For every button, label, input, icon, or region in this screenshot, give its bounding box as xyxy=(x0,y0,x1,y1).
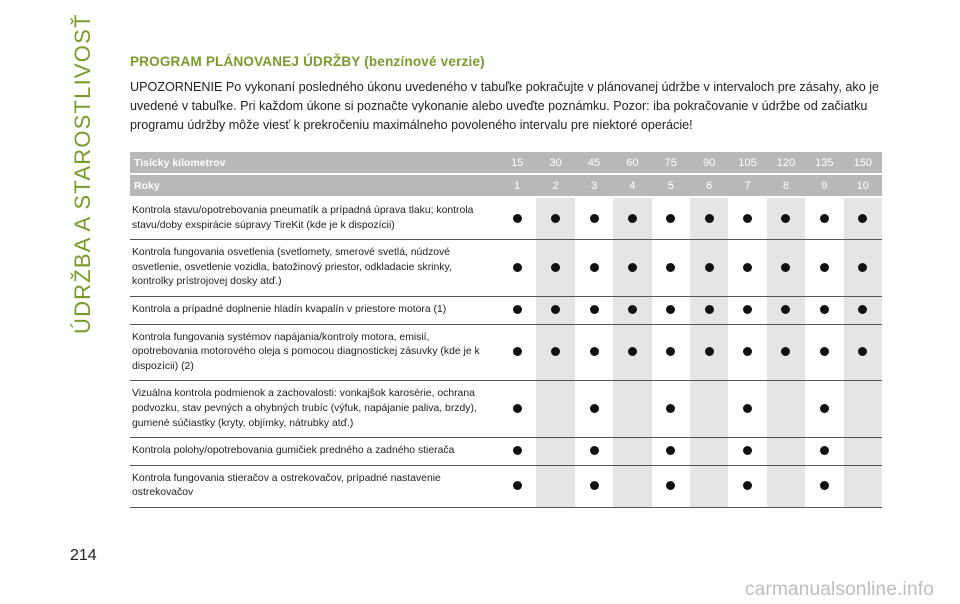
interval-cell xyxy=(613,296,651,324)
scheduled-dot-icon xyxy=(666,263,675,272)
km-header-value: 30 xyxy=(536,152,574,174)
scheduled-dot-icon xyxy=(666,404,675,413)
scheduled-dot-icon xyxy=(781,263,790,272)
scheduled-dot-icon xyxy=(590,481,599,490)
scheduled-dot-icon xyxy=(743,446,752,455)
scheduled-dot-icon xyxy=(820,404,829,413)
scheduled-dot-icon xyxy=(513,404,522,413)
scheduled-dot-icon xyxy=(590,305,599,314)
scheduled-dot-icon xyxy=(743,263,752,272)
interval-cell xyxy=(613,438,651,466)
interval-cell xyxy=(844,465,882,507)
watermark: carmanualsonline.info xyxy=(744,579,934,600)
interval-cell xyxy=(728,240,766,297)
years-header-value: 7 xyxy=(728,174,766,197)
scheduled-dot-icon xyxy=(513,263,522,272)
interval-cell xyxy=(613,197,651,240)
interval-cell xyxy=(652,465,690,507)
interval-cell xyxy=(575,296,613,324)
interval-cell xyxy=(767,197,805,240)
interval-cell xyxy=(844,197,882,240)
interval-cell xyxy=(690,296,728,324)
interval-cell xyxy=(767,438,805,466)
interval-cell xyxy=(728,465,766,507)
km-header-label: Tisícky kilometrov xyxy=(130,152,498,174)
scheduled-dot-icon xyxy=(705,214,714,223)
interval-cell xyxy=(613,381,651,438)
scheduled-dot-icon xyxy=(628,263,637,272)
warning-note: UPOZORNENIE Po vykonaní posledného úkonu uvedeného v tabuľke pokračujte v plánovanej údržbe v intervaloch pre zásahy, ako je uvedené v tabuľke. Pri každom úkone si poznačte vykonanie alebo uveďte poznámku. Pozor: iba pokračovanie v údržbe od začiatku programu údržby môže viesť k prekročeniu maximálneho povoleného intervalu pre niektoré operácie! xyxy=(130,80,880,132)
scheduled-dot-icon xyxy=(628,305,637,314)
interval-cell xyxy=(690,438,728,466)
years-header-value: 10 xyxy=(844,174,882,197)
section-side-title-text: ÚDRŽBA A STAROSTLIVOSŤ xyxy=(70,13,95,334)
years-header-value: 2 xyxy=(536,174,574,197)
interval-cell xyxy=(844,296,882,324)
scheduled-dot-icon xyxy=(858,347,867,356)
interval-cell xyxy=(690,465,728,507)
km-header-value: 90 xyxy=(690,152,728,174)
page-heading: PROGRAM PLÁNOVANEJ ÚDRŽBY (benzínové verzie) xyxy=(130,54,485,69)
interval-cell xyxy=(767,240,805,297)
scheduled-dot-icon xyxy=(513,347,522,356)
interval-cell xyxy=(536,438,574,466)
scheduled-dot-icon xyxy=(820,481,829,490)
km-header-value: 150 xyxy=(844,152,882,174)
interval-cell xyxy=(728,197,766,240)
scheduled-dot-icon xyxy=(551,347,560,356)
interval-cell xyxy=(575,197,613,240)
km-header-value: 135 xyxy=(805,152,843,174)
scheduled-dot-icon xyxy=(820,347,829,356)
table-row xyxy=(130,381,882,438)
row-description: Kontrola a prípadné doplnenie hladín kvapalín v priestore motora (1) xyxy=(130,296,498,324)
interval-cell xyxy=(498,324,536,381)
years-header-value: 4 xyxy=(613,174,651,197)
interval-cell xyxy=(767,296,805,324)
interval-cell xyxy=(728,324,766,381)
section-side-title xyxy=(66,13,102,336)
scheduled-dot-icon xyxy=(858,214,867,223)
years-header-label: Roky xyxy=(130,174,498,197)
scheduled-dot-icon xyxy=(628,214,637,223)
interval-cell xyxy=(844,240,882,297)
interval-cell xyxy=(498,240,536,297)
interval-cell xyxy=(536,465,574,507)
scheduled-dot-icon xyxy=(820,263,829,272)
interval-cell xyxy=(690,324,728,381)
km-header-value: 45 xyxy=(575,152,613,174)
interval-cell xyxy=(805,240,843,297)
km-header-value: 60 xyxy=(613,152,651,174)
scheduled-dot-icon xyxy=(513,305,522,314)
scheduled-dot-icon xyxy=(705,347,714,356)
scheduled-dot-icon xyxy=(781,347,790,356)
interval-cell xyxy=(536,197,574,240)
scheduled-dot-icon xyxy=(743,347,752,356)
row-description: Kontrola stavu/opotrebovania pneumatík a prípadná úprava tlaku; kontrola stavu/doby exspirácie súpravy TireKit (kde je k dispozícii) xyxy=(130,197,498,240)
scheduled-dot-icon xyxy=(666,481,675,490)
years-header-value: 1 xyxy=(498,174,536,197)
interval-cell xyxy=(498,465,536,507)
years-header-value: 9 xyxy=(805,174,843,197)
scheduled-dot-icon xyxy=(513,481,522,490)
interval-cell xyxy=(575,240,613,297)
km-header-value: 15 xyxy=(498,152,536,174)
interval-cell xyxy=(498,197,536,240)
interval-cell xyxy=(690,381,728,438)
scheduled-dot-icon xyxy=(858,263,867,272)
scheduled-dot-icon xyxy=(743,305,752,314)
years-header-value: 3 xyxy=(575,174,613,197)
interval-cell xyxy=(805,197,843,240)
interval-cell xyxy=(498,438,536,466)
interval-cell xyxy=(844,324,882,381)
table-row xyxy=(130,240,882,297)
scheduled-dot-icon xyxy=(666,305,675,314)
years-header-value: 5 xyxy=(652,174,690,197)
interval-cell xyxy=(805,324,843,381)
interval-cell xyxy=(844,381,882,438)
row-description: Vizuálna kontrola podmienok a zachovalosti: vonkajšok karosérie, ochrana podvozku, stav pevných a ohybných trubíc (výfuk, napájanie paliva, brzdy), gumené súčiastky (kryty, objímky, nátrubky atď.) xyxy=(130,381,498,438)
maintenance-schedule-table xyxy=(130,152,882,508)
years-header-row xyxy=(130,174,882,197)
scheduled-dot-icon xyxy=(628,347,637,356)
interval-cell xyxy=(767,465,805,507)
scheduled-dot-icon xyxy=(820,305,829,314)
row-description: Kontrola fungovania systémov napájania/kontroly motora, emisií, opotrebovania motorového oleja s pomocou diagnostickej zásuvky (kde je k dispozícii) (2) xyxy=(130,324,498,381)
table-row xyxy=(130,465,882,507)
interval-cell xyxy=(652,197,690,240)
interval-cell xyxy=(805,296,843,324)
interval-cell xyxy=(805,465,843,507)
row-description: Kontrola fungovania stieračov a ostrekovačov, prípadné nastavenie ostrekovačov xyxy=(130,465,498,507)
scheduled-dot-icon xyxy=(551,214,560,223)
page-number: 214 xyxy=(70,547,97,564)
interval-cell xyxy=(575,381,613,438)
interval-cell xyxy=(728,438,766,466)
interval-cell xyxy=(536,240,574,297)
interval-cell xyxy=(767,381,805,438)
km-header-value: 105 xyxy=(728,152,766,174)
scheduled-dot-icon xyxy=(551,305,560,314)
interval-cell xyxy=(575,438,613,466)
table-row xyxy=(130,324,882,381)
scheduled-dot-icon xyxy=(551,263,560,272)
interval-cell xyxy=(652,240,690,297)
interval-cell xyxy=(805,381,843,438)
interval-cell xyxy=(690,240,728,297)
interval-cell xyxy=(652,381,690,438)
scheduled-dot-icon xyxy=(820,446,829,455)
interval-cell xyxy=(575,465,613,507)
interval-cell xyxy=(690,197,728,240)
scheduled-dot-icon xyxy=(590,404,599,413)
interval-cell xyxy=(767,324,805,381)
table-row xyxy=(130,438,882,466)
scheduled-dot-icon xyxy=(743,481,752,490)
scheduled-dot-icon xyxy=(590,446,599,455)
years-header-value: 6 xyxy=(690,174,728,197)
scheduled-dot-icon xyxy=(666,446,675,455)
km-header-value: 120 xyxy=(767,152,805,174)
interval-cell xyxy=(844,438,882,466)
row-description: Kontrola polohy/opotrebovania gumičiek predného a zadného stierača xyxy=(130,438,498,466)
interval-cell xyxy=(613,465,651,507)
scheduled-dot-icon xyxy=(590,263,599,272)
interval-cell xyxy=(613,324,651,381)
scheduled-dot-icon xyxy=(590,214,599,223)
scheduled-dot-icon xyxy=(513,446,522,455)
interval-cell xyxy=(536,381,574,438)
scheduled-dot-icon xyxy=(666,347,675,356)
scheduled-dot-icon xyxy=(666,214,675,223)
row-description: Kontrola fungovania osvetlenia (svetlomety, smerové svetlá, núdzové osvetlenie, osvetlenie vozidla, batožinový priestor, odkladacie skrinky, kontrolky prístrojovej dosky atď.) xyxy=(130,240,498,297)
scheduled-dot-icon xyxy=(743,404,752,413)
scheduled-dot-icon xyxy=(705,263,714,272)
km-header-row xyxy=(130,152,882,174)
table-row xyxy=(130,296,882,324)
table-row xyxy=(130,197,882,240)
scheduled-dot-icon xyxy=(705,305,714,314)
scheduled-dot-icon xyxy=(820,214,829,223)
interval-cell xyxy=(652,438,690,466)
interval-cell xyxy=(498,381,536,438)
years-header-value: 8 xyxy=(767,174,805,197)
interval-cell xyxy=(613,240,651,297)
interval-cell xyxy=(536,324,574,381)
interval-cell xyxy=(498,296,536,324)
interval-cell xyxy=(805,438,843,466)
interval-cell xyxy=(536,296,574,324)
scheduled-dot-icon xyxy=(781,305,790,314)
interval-cell xyxy=(652,324,690,381)
scheduled-dot-icon xyxy=(513,214,522,223)
scheduled-dot-icon xyxy=(743,214,752,223)
km-header-value: 75 xyxy=(652,152,690,174)
scheduled-dot-icon xyxy=(858,305,867,314)
interval-cell xyxy=(728,381,766,438)
interval-cell xyxy=(575,324,613,381)
scheduled-dot-icon xyxy=(590,347,599,356)
interval-cell xyxy=(652,296,690,324)
interval-cell xyxy=(728,296,766,324)
scheduled-dot-icon xyxy=(781,214,790,223)
